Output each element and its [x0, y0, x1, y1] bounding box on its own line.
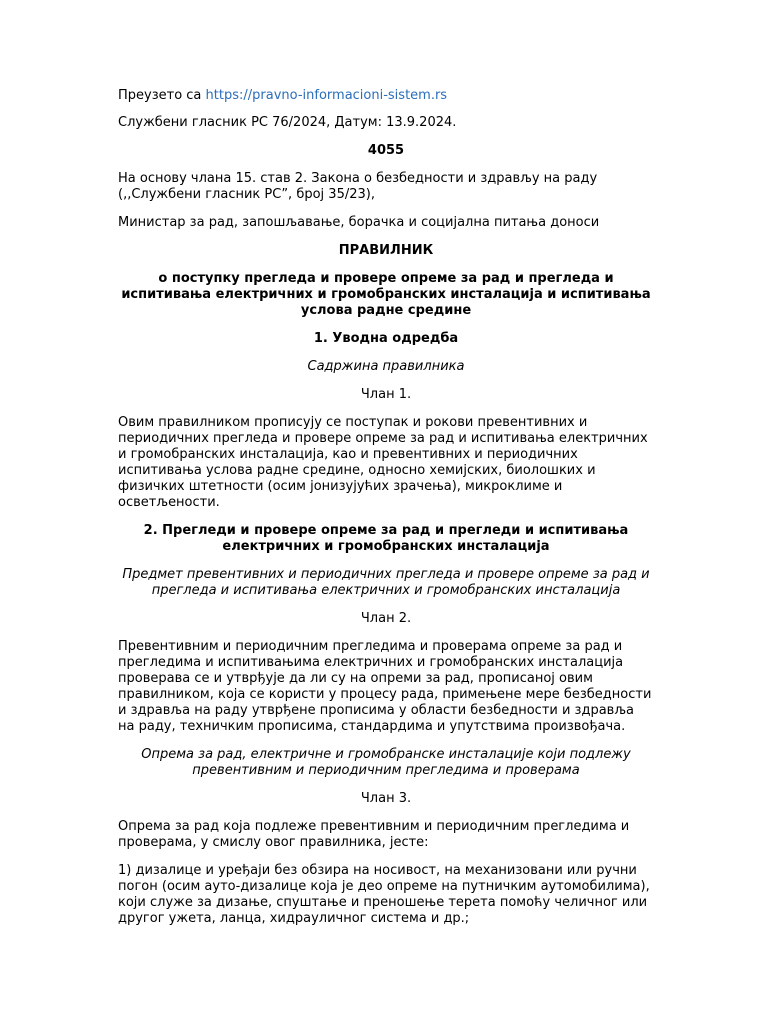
article-3-text: Опрема за рад која подлеже превентивним и периодичним прегледима и проверама, у смислу овог правилника, јесте:	[118, 819, 630, 850]
source-line	[118, 88, 654, 104]
source-link[interactable]: https://pravno-informacioni-sistem.rs	[205, 88, 448, 103]
document-title: ПРАВИЛНИК	[338, 243, 434, 258]
article-3-label: Члан 3.	[360, 791, 412, 806]
article-1-text: Овим правилником прописују се поступак и рокови превентивних и периодичних прегледа и провере опреме за рад и испитивања електричних и громобранских инсталација, као и превентивних и периодичних испитивања услова радне средине, односно хемијских, биолошких и физичких штетности (осим јонизујућих зрачења), микроклиме и осветљености.	[118, 415, 648, 510]
source-prefix: Преузето са	[118, 88, 206, 103]
gazette-number: 4055	[367, 143, 405, 158]
legal-basis: На основу члана 15. став 2. Закона о безбедности и здрављу на раду (,,Службени гласник РС”, број 35/23),	[118, 171, 598, 202]
gazette-info: Службени гласник РС 76/2024, Датум: 13.9.2024.	[118, 115, 457, 130]
section-1-subheading: Садржина правилника	[307, 359, 465, 374]
section-2-heading: 2. Прегледи и провере опреме за рад и прегледи и испитивања електричних и громобранских инсталација	[143, 523, 629, 554]
article-2-label: Члан 2.	[360, 611, 412, 626]
section-2-subheading: Предмет превентивних и периодичних прегледа и провере опреме за рад и прегледа и испитивања електричних и громобранских инсталација	[122, 567, 650, 598]
document-page	[118, 88, 654, 927]
minister-statement: Министар за рад, запошљавање, борачка и социјална питања доноси	[118, 215, 600, 230]
article-2-text: Превентивним и периодичним прегледима и проверама опреме за рад и прегледима и испитивањима електричних и громобранских инсталација проверава се и утврђује да ли су на опреми за рад, прописаној овим правилником, која се користи у процесу рада, примењене мере безбедности и здравља на раду утврђене прописима у области безбедности и здравља на раду, техничким прописима, стандардима и упутствима произвођача.	[118, 639, 652, 734]
document-subtitle: о поступку прегледа и провере опреме за рад и прегледа и испитивања електричних и громобранских инсталација и испитивања услова радне средине	[121, 271, 651, 318]
section-1-heading: 1. Уводна одредба	[313, 331, 459, 346]
article-1-label: Члан 1.	[360, 387, 412, 402]
article-3-subheading: Опрема за рад, електричне и громобранске инсталације који подлежу превентивним и периодичним прегледима и проверама	[141, 747, 631, 778]
list-item: 1) дизалице и уређаји без обзира на носивост, на механизовани или ручни погон (осим ауто-дизалице која је део опреме на путничким аутомобилима), који служе за дизање, спуштање и преношење терета помоћу челичног или другог ужета, ланца, хидрауличног система и др.;	[118, 863, 650, 926]
